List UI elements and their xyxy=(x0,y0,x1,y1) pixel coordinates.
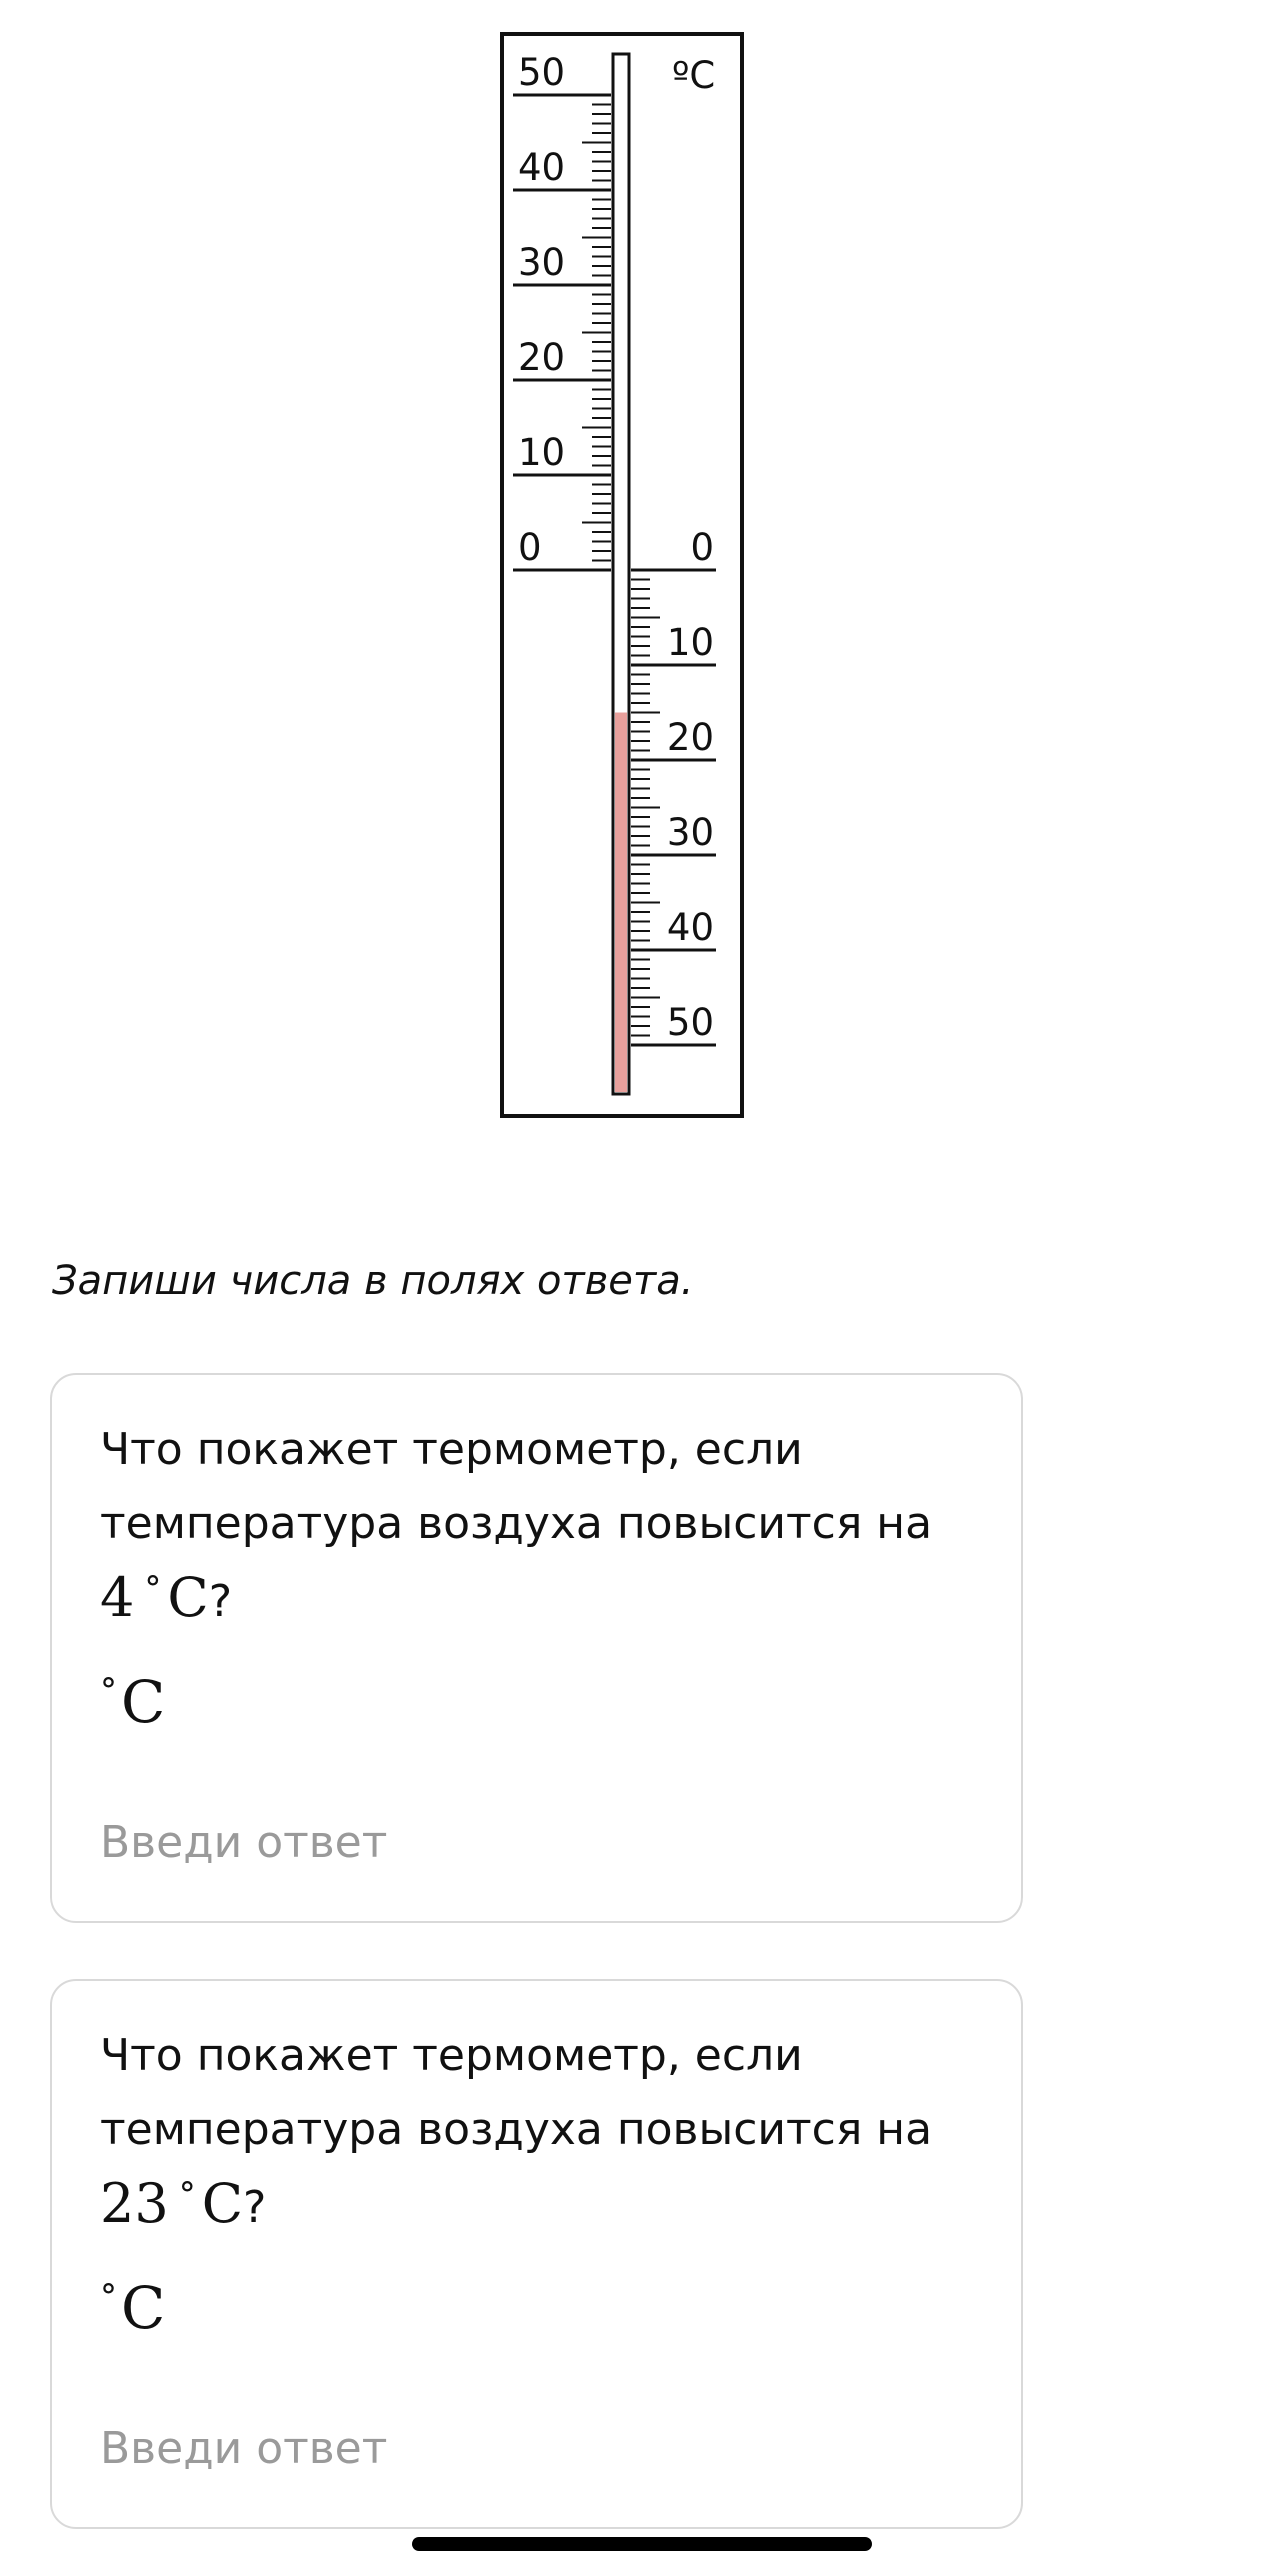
answer-unit-letter: C xyxy=(121,1668,166,1736)
upper-scale-label: 20 xyxy=(518,336,566,379)
celsius-letter: C xyxy=(167,1566,209,1629)
answer-unit-letter: C xyxy=(121,2274,166,2342)
answer-degree-symbol: ° xyxy=(100,1671,117,1711)
lower-scale-label: 50 xyxy=(666,1001,714,1044)
home-indicator xyxy=(412,2537,872,2551)
upper-scale-label: 30 xyxy=(518,241,566,284)
question-temperature xyxy=(100,1566,209,1629)
answer-degree-symbol: ° xyxy=(100,2277,117,2317)
lower-scale-label: 0 xyxy=(690,526,714,569)
lower-scale-label: 30 xyxy=(666,811,714,854)
question-mark: ? xyxy=(243,2182,267,2233)
degree-symbol: ° xyxy=(178,2175,196,2215)
upper-scale-label: 0 xyxy=(518,526,542,569)
answer-input-1[interactable] xyxy=(100,1807,960,1877)
question-text xyxy=(100,1413,980,1642)
upper-scale-label: 10 xyxy=(518,431,566,474)
lower-scale-label: 20 xyxy=(666,716,714,759)
unit-label: ºC xyxy=(672,54,716,97)
question-prompt: Что покажет термометр, если температура воздуха повысится на xyxy=(100,2030,933,2155)
upper-scale-label: 50 xyxy=(518,51,566,94)
lower-scale-label: 10 xyxy=(666,621,714,664)
lower-scale-label: 40 xyxy=(666,906,714,949)
answer-unit xyxy=(100,2273,165,2352)
temperature-value: 23 xyxy=(100,2172,169,2235)
question-card-2 xyxy=(50,1979,1023,2529)
question-text xyxy=(100,2019,980,2248)
thermometer-fluid xyxy=(615,713,627,1093)
celsius-letter: C xyxy=(201,2172,244,2235)
question-mark: ? xyxy=(208,1576,233,1627)
upper-scale-label: 40 xyxy=(518,146,566,189)
question-card-1 xyxy=(50,1373,1023,1923)
instruction-text: Запиши числа в полях ответа. xyxy=(52,1258,694,1304)
degree-symbol: ° xyxy=(144,1569,162,1609)
temperature-value: 4 xyxy=(100,1566,135,1629)
thermometer-figure xyxy=(0,0,1282,1140)
question-prompt: Что покажет термометр, если температура воздуха повысится на xyxy=(100,1424,933,1549)
question-temperature xyxy=(100,2172,243,2235)
answer-unit xyxy=(100,1667,165,1746)
answer-input-2[interactable] xyxy=(100,2413,960,2483)
